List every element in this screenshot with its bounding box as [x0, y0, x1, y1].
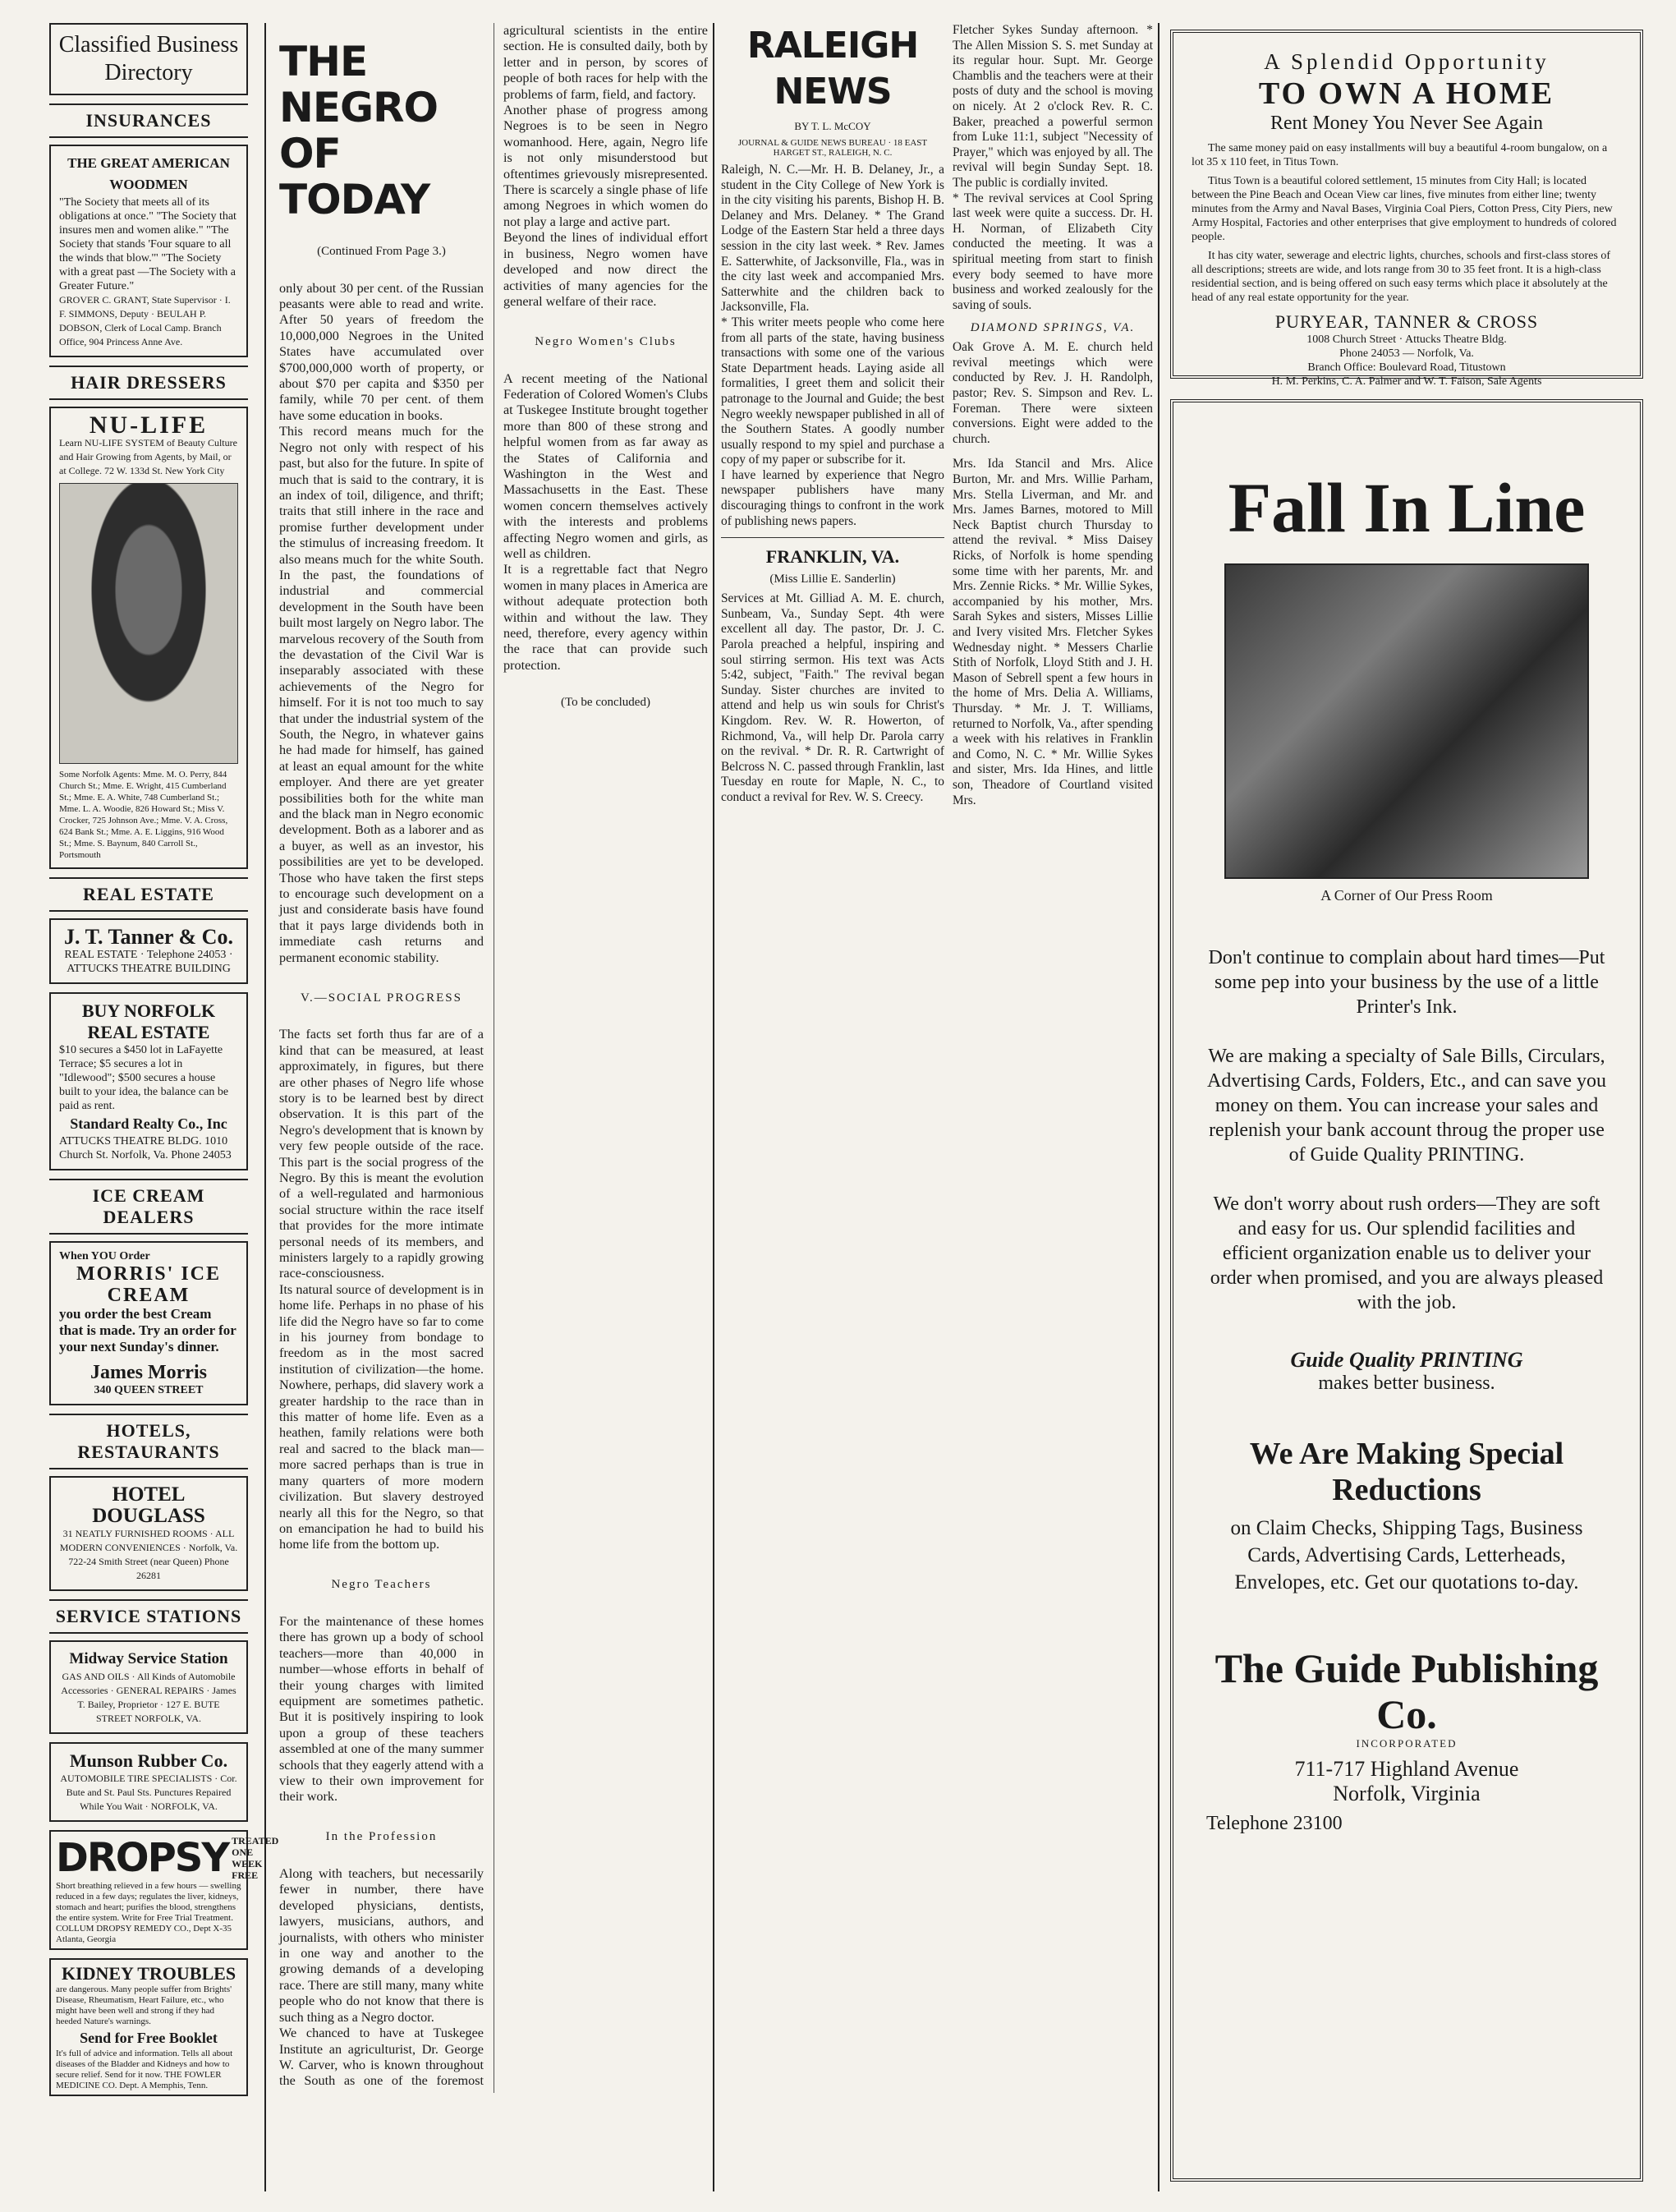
hotel-douglass-ad — [49, 1476, 248, 1591]
own-a-home-ad — [1170, 30, 1643, 388]
dropsy-word: DROPSY — [56, 1835, 229, 1881]
article-text-4: Along with teachers, but necessarily fewer in number, there have developed physicians, dentists, lawyers, musicians, authors, and journalists, with others who minister in one way and another to the growing demands of a developing race. There are still many, many white people who do not know that there is such thing as a Negro doctor. We chanced to have at Tuskegee Institute an agriculturist, Dr. George W. Carver, who is known throughout the South as one of the foremost agricultural scientists in the entire section. He is consulted daily, both by letter and in person, by scores of people of both races for help with the problems of farm, field, and factory. Another phase of progress among Negroes is to be seen in Negro womanhood. Here, again, Negro life is not only misunderstood but oftentimes grievously misrepresented. There is scarcely a single phase of life among Negroes in which women do not play a large and active part. Beyond the lines of individual effort in business, Negro women have developed and now direct the activities of many agencies for the general welfare of their race. — [279, 23, 708, 2089]
nu-life-ad — [49, 407, 248, 869]
classified-directory — [49, 23, 279, 2104]
dropsy-ad — [49, 1830, 279, 1950]
morris-text: you order the best Cream that is made. Try an order for your next Sunday's dinner. — [59, 1306, 236, 1354]
photo-caption: A Corner of Our Press Room — [1320, 887, 1493, 904]
buy-norfolk-ad — [49, 992, 248, 1170]
section-negro-teachers: Negro Teachers — [331, 1578, 432, 1592]
insurance-ad — [49, 145, 248, 357]
company-name: The Guide Publishing Co. — [1215, 1645, 1599, 1737]
continued-note: (Continued From Page 3.) — [317, 244, 446, 258]
nu-life-text: Learn NU-LIFE SYSTEM of Beauty Culture and Hair Growing from Agents, by Mail, or at College. 72 W. 133d St. New York City — [59, 437, 237, 476]
home-line3: Rent Money You Never See Again — [1270, 113, 1543, 134]
category-service-stations: SERVICE STATIONS — [49, 1599, 248, 1634]
diamond-springs-head: DIAMOND SPRINGS, VA. — [970, 321, 1136, 335]
section-womens-clubs: Negro Women's Clubs — [535, 334, 677, 348]
home-addr1: 1008 Church Street · Attucks Theatre Bldg. — [1306, 333, 1507, 346]
agent-portrait — [59, 483, 238, 764]
morris-address: 340 QUEEN STREET — [94, 1384, 204, 1396]
tanner-ad — [49, 918, 248, 984]
local-news-column — [953, 23, 1153, 808]
category-insurances: INSURANCES — [49, 103, 248, 138]
franklin-body: Services at Mt. Gilliad A. M. E. church, Sunbeam, Va., Sunday Sept. 4th were excellent all day. The pastor, Dr. J. C. Parola preached a helpful, inspiring and soul stirring sermon. His text was Acts 5:42, subject, "Faith." The revival began Sunday. Sister churches are invited to attend and help us win souls for Christ's Kingdom. Rev. W. R. Howerton, of Richmond, Va., will help Dr. Parola carry on the revival. * Dr. R. R. Cartwright of Belcross N. C. passed through Franklin, last Tuesday en route for Maple, N. C., to conduct a revival for Rev. W. S. Creecy. — [721, 591, 944, 804]
home-line2: TO OWN A HOME — [1258, 76, 1555, 111]
home-para2: Titus Town is a beautiful colored settlement, 15 minutes from City Hall; is located between the Pine Beach and Ocean View car lines, five minutes from either line; twenty minutes from the Army and Naval Bases, Virginia Coal Piers, Cotton Press, City Piers, new Army Hospital, Factories and other enterprises that give employment to hundreds of colored people. — [1192, 175, 1617, 243]
quality-printing: Guide Quality PRINTING — [1290, 1348, 1523, 1372]
guide-para1: Don't continue to complain about hard times—Put some pep into your business by the use of a little Printer's Ink. — [1208, 947, 1605, 1018]
home-para3: It has city water, sewerage and electric lights, churches, schools and first-class stores of all descriptions; streets are wide, and lots range from 30 to 35 feet front. It is a high-class residential section, and is being offered on such easy terms which place it absolutely at the head of any real estate opportunity for the year. — [1192, 250, 1611, 304]
morris-brand: MORRIS' ICE CREAM — [76, 1263, 222, 1306]
kidney-tail: It's full of advice and information. Tells all about diseases of the Bladder and Kidneys and how to secure relief. Send for it now. THE FOWLER MEDICINE CO. Dept. A Memphis, Tenn. — [56, 2049, 233, 2090]
special-reductions: We Are Making Special Reductions — [1249, 1437, 1564, 1507]
diamond-springs-body: Oak Grove A. M. E. church held revival meetings which were conducted by Rev. J. H. Randolph, pastor; Rev. S. Simpson and Rev. L. Foreman. There were sixteen conversions. Eight were added to the church. — [953, 340, 1153, 446]
fall-in-line-headline: Fall In Line — [1228, 468, 1586, 547]
dropsy-text: Short breathing relieved in a few hours — swelling reduced in a few days; regulates the liver, kidneys, stomach and heart; purifies the blood, strengthens the entire system. Write for Free Trial Treatment. COLLUM DROPSY REMEDY CO., Dept X-35 Atlanta, Georgia — [56, 1881, 241, 1944]
hotel-name: HOTEL DOUGLASS — [92, 1483, 205, 1527]
dropsy-side: TREATED ONE WEEK FREE — [232, 1835, 279, 1881]
home-para1: The same money paid on easy installments will buy a beautiful 4-room bungalow, on a lot 35 x 110 feet, in Titus Town. — [1192, 142, 1608, 168]
directory-title: Classified Business Directory — [49, 23, 248, 95]
article-text-5: A recent meeting of the National Federation of Colored Women's Clubs at Tuskegee Institute brought together more than 800 of these strong and helpful women from as far away as the States of California and Washington in the West and Massachusetts in the East. These women concern themselves actively with the interests and problems affecting Negro women and girls, as well as children. It is a regrettable fact that Negro women in many places in America are without adequate protection both within and without the law. They need, therefore, every agency within the race that can provide such protection. — [503, 370, 708, 673]
midway-name: Midway Service Station — [69, 1650, 228, 1667]
negro-of-today-article — [279, 23, 708, 2093]
guide-para2: We are making a specialty of Sale Bills, Circulars, Advertising Cards, Folders, Etc., and can save you money on them. You can increase your sales and replenish your bank account throug the proper use of Guide Quality PRINTING. — [1207, 1046, 1606, 1166]
company-phone: Telephone 23100 — [1206, 1813, 1343, 1834]
buy-title: BUY NORFOLK REAL ESTATE — [81, 1000, 216, 1042]
franklin-title: FRANKLIN, VA. — [765, 546, 900, 568]
standard-line: ATTUCKS THEATRE BLDG. 1010 Church St. Norfolk, Va. Phone 24053 — [59, 1135, 232, 1161]
raleigh-news-column — [721, 23, 944, 806]
insurance-name: THE GREAT AMERICAN WOODMEN — [67, 155, 230, 192]
tanner-name: J. T. Tanner & Co. — [64, 925, 233, 949]
munson-text: AUTOMOBILE TIRE SPECIALISTS · Cor. Bute and St. Paul Sts. Punctures Repaired While You Wait · NORFOLK, VA. — [60, 1773, 237, 1812]
article-text-2: The facts set forth thus far are of a kind that can be measured, at least approximately, in figures, but there are other phases of Negro life whose story is to be learned best by direct observation. It is this part of the Negro's development that is known by very few people outside of the race. This part is the social progress of the Negro. By this is meant the evolution of a well-regulated and harmonious social structure within the race itself that provides for the more intimate personal needs of its members, and ministers largely to a rapidly growing race-consciousness. Its natural source of development is in home life. Perhaps in no phase of his life did the Negro have so far to come in his journey from bondage to freedom as in the most sacred institution of civilization—the home. Nowhere, perhaps, did slavery work a greater hardship to the race than in this matter of home life. Even as a heathen, family relations were both real and sacred to the black man—more sacred perhaps than is true in many quarters of more modern civilization. But slavery destroyed nearly all this for the Negro, so that on emancipation he had to build his home life from the bottom up. — [279, 1027, 484, 1552]
section-social-progress: V.—SOCIAL PROGRESS — [301, 991, 462, 1005]
raleigh-bureau: JOURNAL & GUIDE NEWS BUREAU · 18 EAST HARGET ST., RALEIGH, N. C. — [737, 138, 928, 158]
category-hair-dressers: HAIR DRESSERS — [49, 366, 248, 400]
insurance-text: "The Society that meets all of its obligations at once." "The Society that insures men and women alike." "The Society that stands 'Four square to all the winds that blow.'" "The Society with a great past —The Society with a Greater Future." — [59, 196, 236, 292]
kidney-text: are dangerous. Many people suffer from Brights' Disease, Rheumatism, Heart Failure, etc., who might have been well and strong if they had heeded Nature's warnings. — [56, 1984, 232, 2026]
quality-sub: makes better business. — [1318, 1373, 1495, 1394]
home-line1: A Splendid Opportunity — [1264, 49, 1550, 74]
to-be-concluded: (To be concluded) — [561, 695, 650, 709]
category-ice-cream: ICE CREAM DEALERS — [49, 1179, 248, 1235]
kidney-ad — [49, 1958, 248, 2096]
order-line: When YOU Order — [59, 1250, 150, 1262]
company-address: 711-717 Highland Avenue — [1294, 1757, 1519, 1781]
home-firm: PURYEAR, TANNER & CROSS — [1274, 311, 1539, 332]
munson-ad — [49, 1742, 248, 1822]
morris-name: James Morris — [90, 1362, 207, 1383]
company-inc: INCORPORATED — [1356, 1737, 1458, 1750]
buy-text: $10 secures a $450 lot in LaFayette Terrace; $5 secures a lot in "Idlewood"; $500 secures a house built to your idea, the balance can be paid as rent. — [59, 1044, 229, 1112]
article-title: THE NEGRO OF TODAY — [279, 38, 439, 224]
company-city: Norfolk, Virginia — [1333, 1782, 1481, 1805]
home-addr3: Branch Office: Boulevard Road, Titustown — [1307, 361, 1506, 374]
munson-name: Munson Rubber Co. — [69, 1750, 228, 1771]
article-text-3: For the maintenance of these homes there has grown up a body of school teachers—more than 40,000 in number—whose efforts in behalf of their young charges with limited equipment are sometimes pathetic. But it is positively inspiring to look upon a group of these teachers assembled at one of the many summer schools that they eagerly attend with a view to their own improvement for their work. — [279, 1613, 484, 1805]
raleigh-body: Raleigh, N. C.—Mr. H. B. Delaney, Jr., a student in the City College of New York is in the city visiting his parents, Bishop H. B. Delaney and Mrs. Delaney. * The Grand Lodge of the Eastern Star held a three days session in the city last week. * Rev. James E. Satterwhite, of Jacksonville, Fla., was in the city last week and accompanied Mrs. Satterwhite and the children back to Jacksonville, Fla. * This writer meets people who come here from all parts of the state, having business transactions with some one of the various State Department heads. Laying aside all formalities, I greet them and solicit their patronage to the Journal and Guide; the best Negro weekly newspaper published in all of the Southern States. A goodly number usually respond to my spiel and purchase a copy of my paper or subscribe for it. I have learned by experience that Negro newspaper publishers have many discouraging things to confront in the work of publishing news papers. — [721, 163, 944, 528]
raleigh-title: RALEIGH NEWS — [746, 25, 919, 113]
section-in-the-profession: In the Profession — [325, 1830, 438, 1844]
article-text-1: only about 30 per cent. of the Russian peasants were able to read and write. After 50 years of freedom the 10,000,000 Negroes in the United States have accumulated over $700,000,000 worth of property, or about $70 per capita and $350 per family, while 70 per cent. of them have some education in books. This record means much for the Negro not only with respect of his past, but also for the future. In spite of much that is said to the contrary, it is an index of toil, diligence, and thrift; traits that still inhere in the race and promise further development under the stimulus of increasing freedom. It also means much for the white South. In the past, the foundations of industrial and commercial development in the South have been built most largely on Negro labor. The marvelous recovery of the South from the devastation of the Civil War is inseparably associated with these achievements of the Negro for himself. For it is not too much to say that under the industrial system of the South, the Negro, in whatever gains he had made for himself, has gained at least an equal amount for the white employer. And there are yet greater possibilities both for the white man and the black man in Negro economic development. Both as a laborer and as a buyer, as well as an investor, his possibilities are yet to be developed. Those who have taken the first steps to encourage such development on a just and considerate basis have found that it pays large dividends both in immediate cash returns and permanent economic stability. — [279, 280, 484, 965]
special-list: on Claim Checks, Shipping Tags, Business Cards, Advertising Cards, Letterheads, Envelopes, etc. Get our quotations to-day. — [1230, 1517, 1583, 1593]
home-addr4: H. M. Perkins, C. A. Palmer and W. T. Faison, Sale Agents — [1271, 375, 1542, 388]
kidney-title: KIDNEY TROUBLES — [61, 1963, 236, 1984]
column-rule — [713, 23, 714, 2191]
insurance-officers: GROVER C. GRANT, State Supervisor · I. F. SIMMONS, Deputy · BEULAH P. DOBSON, Clerk of Local Camp. Branch Office, 904 Princess Anne Ave. — [59, 294, 231, 347]
category-hotels: HOTELS, RESTAURANTS — [49, 1414, 248, 1469]
category-real-estate: REAL ESTATE — [49, 877, 248, 912]
raleigh-byline: BY T. L. McCOY — [794, 120, 871, 132]
midway-text: GAS AND OILS · All Kinds of Automobile Accessories · GENERAL REPAIRS · James T. Bailey, Proprietor · 127 E. BUTE STREET NORFOLK, VA. — [61, 1671, 236, 1724]
nu-life-brand: NU-LIFE — [89, 412, 209, 439]
morris-ad — [49, 1241, 248, 1405]
column-rule — [1158, 23, 1159, 2191]
standard-name: Standard Realty Co., Inc — [70, 1115, 227, 1132]
nu-life-agents: Some Norfolk Agents: Mme. M. O. Perry, 844 Church St.; Mme. E. Wright, 415 Cumberland St.; Mme. E. A. White, 748 Cumberland St.; Mme. L. A. Woodie, 826 Howard St.; Miss V. Crocker, 725 Johnson Ave.; Mme. V. A. Cross, 624 Bank St.; Mme. A. E. Liggins, 916 Wood St.; Mme. S. Baynum, 840 Carroll St., Portsmouth — [59, 770, 228, 860]
col4-body-2: Mrs. Ida Stancil and Mrs. Alice Burton, Mr. and Mrs. Willie Parham, Mrs. Stella Liverman, and Mr. and Mrs. James Barnes, motored to Mill Neck Baptist church Thursday to attend the revival. * Miss Daisey Ricks, of Norfolk is home spending some time with her parents, Mr. and Mrs. Zennie Ricks. * Mr. Willie Sykes, accompanied by his mother, Mrs. Sarah Sykes and sisters, Misses Lillie and Ivery visited Mrs. Fletcher Sykes Wednesday night. * Messers Charlie Stith of Norfolk, Lloyd Stith and J. H. Mason of Sebrell spent a few hours in the home of Mrs. Delia A. Williams, Thursday. * Mr. J. T. Williams, returned to Norfolk, Va., after spending a week with his relatives in Franklin and Como, N. C. * Mr. Willie Sykes and sister, Mrs. Ida Hines, and little son, Theadore of Courtland visited Mrs. — [953, 457, 1153, 807]
midway-ad — [49, 1640, 248, 1734]
franklin-byline: (Miss Lillie E. Sanderlin) — [769, 573, 896, 586]
guide-para3: We don't worry about rush orders—They are soft and easy for us. Our splendid facilities and efficient organization enable us to deliver your order when promised, and you are always pleased with the job. — [1210, 1193, 1604, 1313]
hotel-text: 31 NEATLY FURNISHED ROOMS · ALL MODERN CONVENIENCES · Norfolk, Va. 722-24 Smith Street (near Queen) Phone 26281 — [59, 1528, 238, 1581]
article-body — [279, 23, 708, 2093]
col4-body: Fletcher Sykes Sunday afternoon. * The Allen Mission S. S. met Sunday at its regular hour. Supt. Mr. George Chamblis and the teachers were at their posts of duty and the school is moving on nicely. At 2 o'clock Rev. R. C. Baker, preached a powerful sermon from Luke 11:1, subject "Necessity of Prayer," which was enjoyed by all. The revival will begin Sunday Sept. 18. The public is cordially invited. * The revival services at Cool Spring last week were quite a success. Dr. H. H. Norman, of Elizabeth City conducted the meeting. It was a spiritual meeting from start to finish every body seemed to have more business and worked zealously for the saving of souls. — [953, 23, 1153, 312]
tanner-line: REAL ESTATE · Telephone 24053 · ATTUCKS THEATRE BUILDING — [64, 949, 233, 975]
guide-printing-ad — [1170, 399, 1643, 2182]
home-addr2: Phone 24053 — Norfolk, Va. — [1339, 347, 1474, 360]
press-room-photo — [1224, 563, 1589, 879]
kidney-offer: Send for Free Booklet — [80, 2030, 218, 2046]
